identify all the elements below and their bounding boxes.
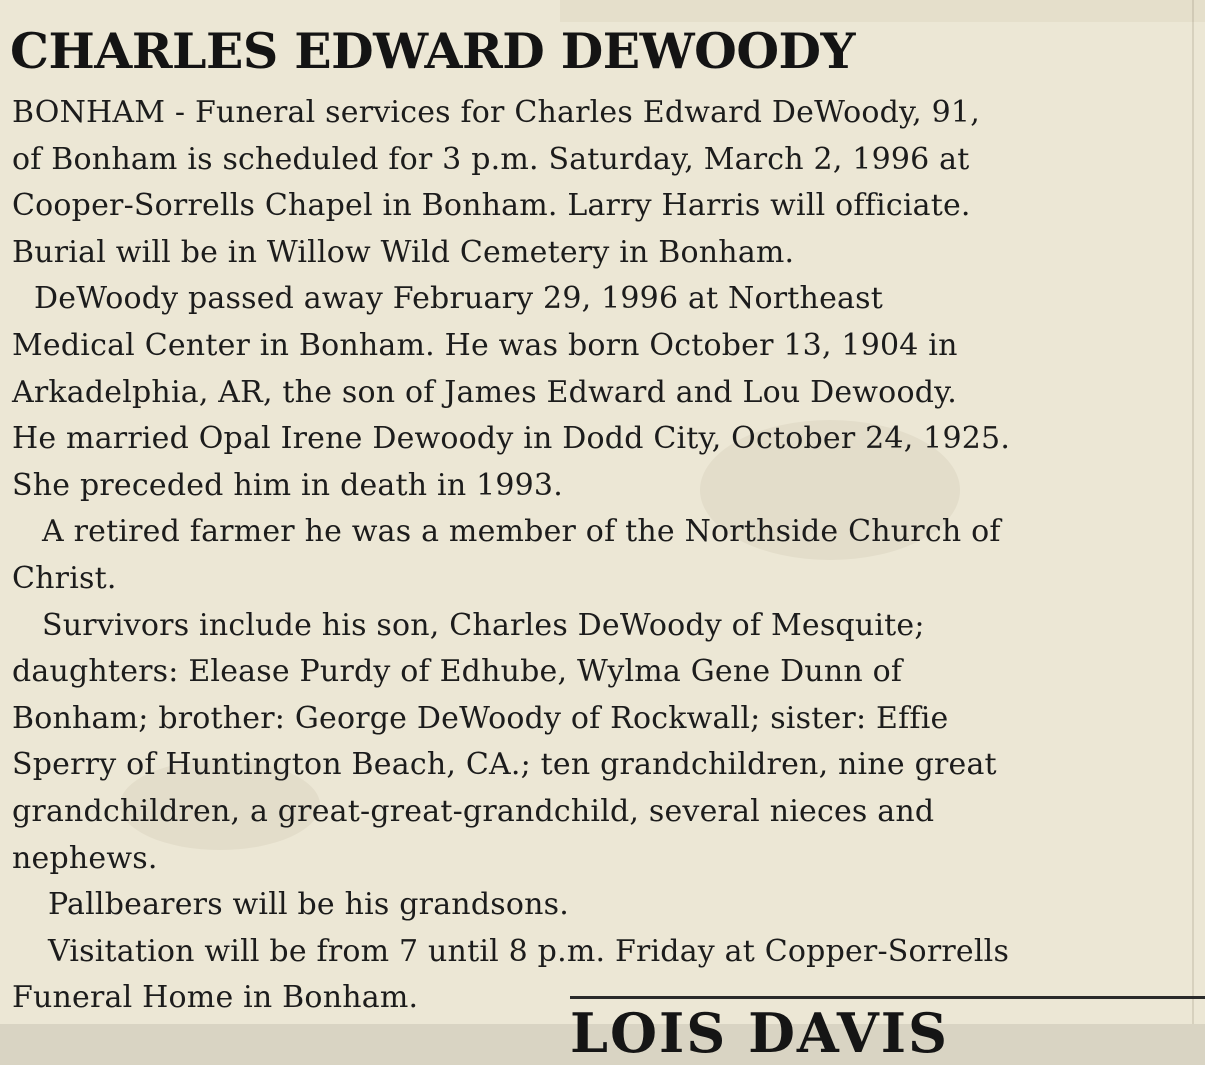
next-article-headline bbox=[570, 1001, 950, 1065]
next-article-headline-text: LOIS DAVIS bbox=[570, 1001, 950, 1065]
obituary-line: He married Opal Irene Dewoody in Dodd City, October 24, 1925. bbox=[12, 421, 1011, 457]
obituary-line: daughters: Elease Purdy of Edhube, Wylma Gene Dunn of bbox=[12, 654, 903, 690]
obituary-line: BONHAM - Funeral services for Charles Edward DeWoody, 91, bbox=[12, 95, 980, 130]
obituary-headline: CHARLES EDWARD DEWOODY bbox=[10, 22, 856, 80]
obituary-line: She preceded him in death in 1993. bbox=[12, 467, 563, 503]
obituary-line: of Bonham is scheduled for 3 p.m. Saturday, March 2, 1996 at bbox=[12, 141, 970, 177]
obituary-line: Christ. bbox=[12, 560, 117, 596]
obituary-line: DeWoody passed away February 29, 1996 at Northeast bbox=[34, 281, 883, 317]
obituary-line: Pallbearers will be his grandsons. bbox=[48, 887, 569, 923]
obituary-line: Cooper-Sorrells Chapel in Bonham. Larry Harris will officiate. bbox=[12, 188, 971, 224]
obituary-line: Bonham; brother: George DeWoody of Rockwall; sister: Effie bbox=[12, 700, 949, 736]
obituary-line: Survivors include his son, Charles DeWoody of Mesquite; bbox=[42, 607, 925, 643]
obituary-line: Funeral Home in Bonham. bbox=[12, 980, 419, 1016]
paper-fold bbox=[560, 0, 1205, 22]
obituary-line: Sperry of Huntington Beach, CA.; ten grandchildren, nine great bbox=[12, 747, 997, 783]
obituary-line: grandchildren, a great-great-grandchild, several nieces and bbox=[12, 793, 935, 829]
obituary-line: A retired farmer he was a member of the Northside Church of bbox=[42, 514, 1001, 550]
obituary-line: nephews. bbox=[12, 840, 158, 876]
obituary-line: Arkadelphia, AR, the son of James Edward and Lou Dewoody. bbox=[12, 374, 958, 410]
obituary-line: Medical Center in Bonham. He was born October 13, 1904 in bbox=[12, 327, 958, 363]
obituary-line: Visitation will be from 7 until 8 p.m. Friday at Copper-Sorrells bbox=[48, 933, 1010, 969]
obituary-line: Burial will be in Willow Wild Cemetery in Bonham. bbox=[12, 234, 795, 270]
column-rule bbox=[570, 996, 1205, 999]
paper-edge bbox=[1192, 0, 1194, 1024]
obituary-body bbox=[12, 90, 1187, 1022]
